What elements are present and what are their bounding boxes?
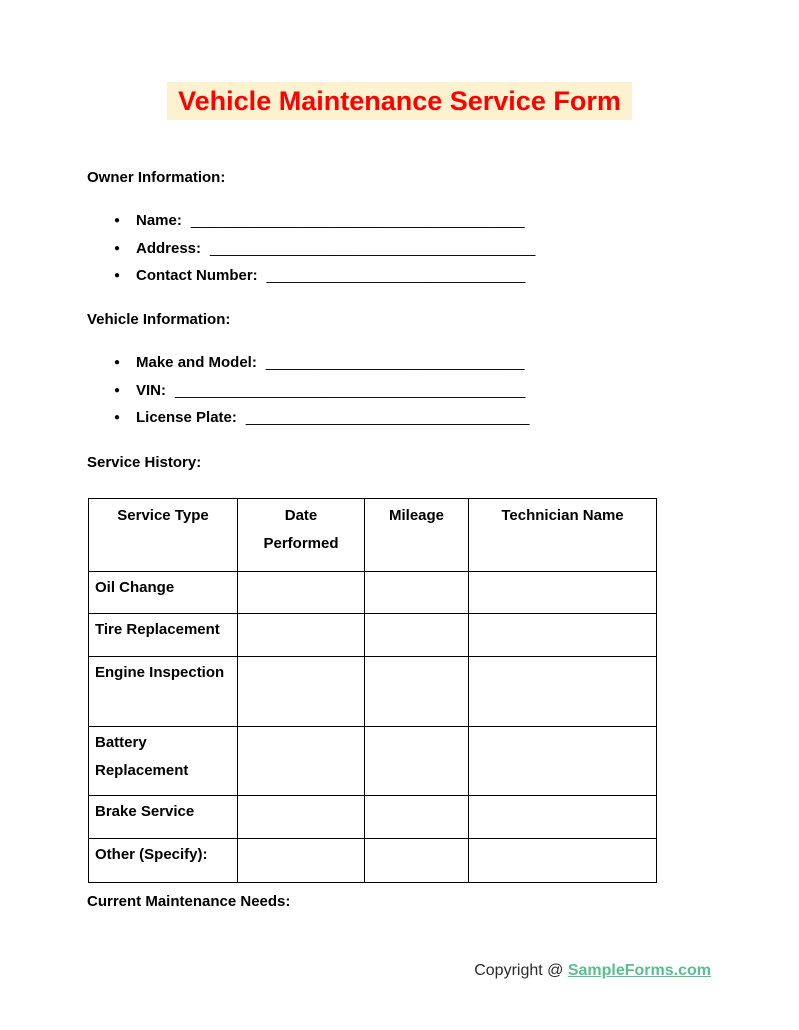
table-row xyxy=(89,839,657,883)
technician-name-cell-empty xyxy=(469,839,657,883)
table-row xyxy=(89,796,657,839)
current-maintenance-needs-heading: Current Maintenance Needs: xyxy=(87,893,291,910)
owner-address-item xyxy=(0,235,535,263)
vehicle-information-list xyxy=(0,349,530,432)
service-type-cell: Engine Inspection xyxy=(89,657,238,727)
service-type-cell: Other (Specify): xyxy=(89,839,238,883)
date-performed-cell-empty xyxy=(238,572,365,614)
table-row xyxy=(89,657,657,727)
page-title-wrap xyxy=(0,82,799,120)
mileage-cell-empty xyxy=(365,614,469,657)
header-mileage: Mileage xyxy=(365,499,469,572)
service-type-cell: Brake Service xyxy=(89,796,238,839)
owner-name-item xyxy=(0,207,535,235)
service-history-table xyxy=(88,498,657,883)
address-field-line: _______________________________________ xyxy=(210,239,536,257)
owner-contact-item xyxy=(0,262,535,290)
mileage-cell-empty xyxy=(365,727,469,796)
technician-name-cell-empty xyxy=(469,614,657,657)
vehicle-vin-item xyxy=(0,377,530,405)
service-type-cell: Oil Change xyxy=(89,572,238,614)
vehicle-information-heading: Vehicle Information: xyxy=(87,311,231,328)
make-model-label: Make and Model: xyxy=(136,354,257,371)
vehicle-make-model-item xyxy=(0,349,530,377)
vin-label: VIN: xyxy=(136,381,166,399)
license-plate-label: License Plate: xyxy=(136,409,237,426)
date-performed-cell-empty xyxy=(238,657,365,727)
owner-information-heading: Owner Information: xyxy=(87,169,226,186)
table-row xyxy=(89,727,657,796)
vehicle-license-plate-item xyxy=(0,404,530,432)
license-plate-field-line: __________________________________ xyxy=(245,409,530,426)
service-history-heading: Service History: xyxy=(87,454,202,471)
technician-name-cell-empty xyxy=(469,727,657,796)
table-header-row xyxy=(89,499,657,572)
table-row xyxy=(89,572,657,614)
technician-name-cell-empty xyxy=(469,572,657,614)
page-title: Vehicle Maintenance Service Form xyxy=(167,82,632,120)
technician-name-cell-empty xyxy=(469,657,657,727)
date-performed-cell-empty xyxy=(238,839,365,883)
table-row xyxy=(89,614,657,657)
header-service-type: Service Type xyxy=(89,499,238,572)
service-type-cell: Tire Replacement xyxy=(89,614,238,657)
service-type-cell: Battery Replacement xyxy=(89,727,238,796)
technician-name-cell-empty xyxy=(469,796,657,839)
footer-copyright xyxy=(474,961,711,981)
mileage-cell-empty xyxy=(365,839,469,883)
make-model-field-line: _______________________________ xyxy=(265,354,525,371)
sampleforms-link[interactable]: SampleForms.com xyxy=(567,962,711,979)
mileage-cell-empty xyxy=(365,572,469,614)
mileage-cell-empty xyxy=(365,796,469,839)
name-label: Name: xyxy=(136,212,182,229)
name-field-line: ________________________________________ xyxy=(190,212,525,229)
date-performed-cell-empty xyxy=(238,727,365,796)
date-performed-cell-empty xyxy=(238,796,365,839)
contact-number-field-line: _______________________________ xyxy=(266,267,526,284)
copyright-text: Copyright @ xyxy=(474,962,564,979)
mileage-cell-empty xyxy=(365,657,469,727)
vin-field-line: __________________________________________ xyxy=(175,381,526,399)
address-label: Address: xyxy=(136,239,202,257)
date-performed-cell-empty xyxy=(238,614,365,657)
header-technician-name: Technician Name xyxy=(469,499,657,572)
contact-number-label: Contact Number: xyxy=(136,267,258,284)
header-date-performed: Date Performed xyxy=(238,499,365,572)
owner-information-list xyxy=(0,207,535,290)
